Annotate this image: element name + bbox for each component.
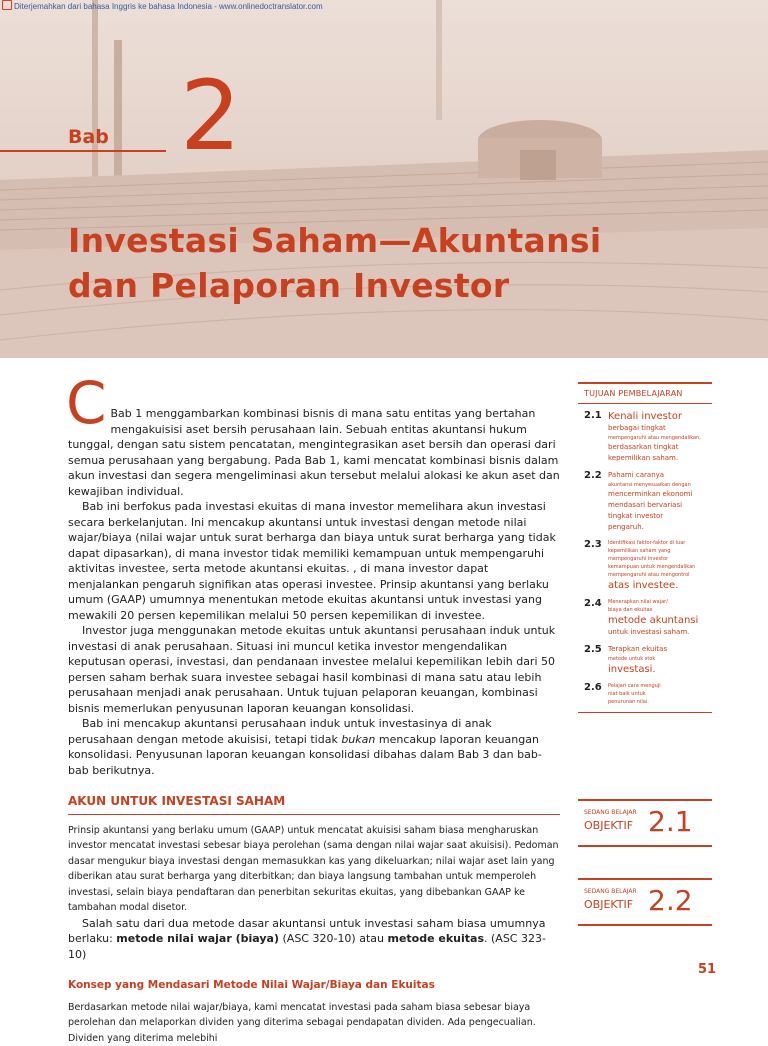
learning-objective-text (608, 682, 661, 706)
learning-objective-line: akuntansi menyesuaikan dengan (608, 481, 692, 489)
learning-objective-line: tingkat investor (608, 511, 692, 522)
learning-objective-item (578, 598, 712, 638)
translator-banner (0, 0, 768, 11)
chapter-hero (0, 0, 768, 358)
learning-objective-line: Identifikasi faktor-faktor di luar (608, 539, 695, 547)
learning-marker-number: 2.1 (648, 805, 693, 838)
learning-objectives-list (578, 410, 712, 713)
section-paragraph-2 (68, 916, 560, 963)
learning-objective-line: mempengaruhi atau mengendalikan, (608, 434, 701, 442)
subsection-paragraph: Berdasarkan metode nilai wajar/biaya, kami mencatat investasi pada saham biasa sebesar biaya perolehan dan melaporkan dividen yang diterima sebagai pendapatan dividen. Ada pengecualian. Dividen yang diterima melebihi (68, 1000, 560, 1046)
paragraph-4 (68, 716, 560, 778)
learning-objective-line: kepemilikan saham yang (608, 547, 695, 555)
learning-objective-number: 2.3 (578, 539, 608, 592)
learning-objective-number: 2.1 (578, 410, 608, 464)
learning-objective-line: kemampuan untuk mengendalikan (608, 563, 695, 571)
learning-objectives-header: TUJUAN PEMBELAJARAN (578, 382, 712, 404)
learning-objective-text (608, 410, 701, 464)
translator-logo-icon (2, 0, 12, 10)
learning-objectives-sidebar (578, 382, 712, 713)
learning-objective-line: Menerapkan nilai wajar/ (608, 598, 698, 606)
chapter-number: 2 (180, 66, 241, 166)
learning-objective-line: pengaruh. (608, 522, 692, 533)
learning-objective-number: 2.6 (578, 682, 608, 706)
learning-objective-line: penurunan nilai. (608, 698, 661, 706)
section-heading: AKUN UNTUK INVESTASI SAHAM (68, 794, 560, 815)
main-content (68, 378, 560, 1046)
learning-objective-line: mempengaruhi atau mengontrol (608, 571, 695, 579)
learning-objective-marker (578, 878, 712, 926)
paragraph-4-part-a: Bab ini mencakup akuntansi perusahaan induk untuk investasinya di anak perusahaan dengan metode akuisisi, tetapi tidak (68, 717, 492, 746)
learning-objective-number: 2.4 (578, 598, 608, 638)
learning-objective-text (608, 598, 698, 638)
paragraph-2: Bab ini berfokus pada investasi ekuitas di mana investor memelihara akun investasi secara berkelanjutan. Ini mencakup akuntansi untuk investasi dengan metode nilai wajar/biaya (nilai wajar untuk surat berharga dan biaya untuk surat berharga yang tidak dapat dipasarkan), di mana investor tidak memiliki kemampuan untuk mempengaruhi aktivitas investee, serta metode akuntansi ekuitas. , di mana investor dapat menjalankan pengaruh signifikan atas operasi investee. Prinsip akuntansi yang berlaku umum (GAAP) umumnya menentukan metode ekuitas akuntansi untuk investasi yang mewakili 20 persen kepemilikan melalui 50 persen kepemilikan di investee. (68, 499, 560, 623)
paragraph-4-part-b: mencakup laporan keuangan konsolidasi. Penyusunan laporan keuangan konsolidasi dibahas dalam Bab 3 dan bab-bab berikutnya. (68, 733, 542, 777)
learning-objective-line: atas investee. (608, 579, 695, 592)
term-fair-value-method: metode nilai wajar (biaya) (116, 932, 279, 945)
chapter-title (68, 218, 628, 308)
paragraph-3: Investor juga menggunakan metode ekuitas untuk akuntansi perusahaan induk untuk investasi di anak perusahaan. Situasi ini muncul ketika investor mengendalikan keputusan operasi, investasi, dan pendanaan investee melalui kepemilikan lebih dari 50 persen saham berhak suara investee sebagai hasil kombinasi di mana satu atau lebih perusahaan menjadi anak perusahaan. Untuk tujuan pelaporan keuangan, kombinasi bisnis memerlukan penyusunan laporan keuangan konsolidasi. (68, 623, 560, 716)
learning-objective-number: 2.2 (578, 470, 608, 533)
paragraph-1: Bab 1 menggambarkan kombinasi bisnis di mana satu entitas yang bertahan mengakuisisi aset bersih perusahaan lain. Sebuah entitas akuntansi hukum tunggal, dengan satu sistem pencatatan, mengintegrasikan aset bersih dan operasi dari semua perusahaan yang bergabung. Pada Bab 1, kami mencatat kombinasi bisnis dalam akun investasi dan segera mengeliminasi akun tersebut melalui alokasi ke akun aset dan kewajiban individual. (68, 378, 560, 499)
learning-marker-word: OBJEKTIF (584, 819, 633, 832)
learning-marker-caption: SEDANG BELAJAR (584, 888, 637, 895)
learning-objective-item (578, 410, 712, 464)
learning-objective-line: Kenali investor (608, 410, 701, 423)
learning-objective-text (608, 644, 667, 676)
chapter-title-line-2: dan Pelaporan Investor (68, 263, 628, 308)
learning-objective-number: 2.5 (578, 644, 608, 676)
learning-objective-item (578, 682, 712, 706)
learning-objective-line: Terapkan ekuitas (608, 644, 667, 655)
learning-objective-item (578, 470, 712, 533)
learning-objective-line: mendasari bervariasi (608, 500, 692, 511)
drop-cap: C (66, 378, 107, 434)
learning-objective-line: metode untuk stok (608, 655, 667, 663)
section-paragraph-2-part-c: (ASC 320-10) atau (279, 932, 388, 945)
learning-objective-line: Pahami caranya (608, 470, 692, 481)
section-paragraph-1: Prinsip akuntansi yang berlaku umum (GAAP) untuk mencatat akuisisi saham biasa mengharuskan investor mencatat investasi sebesar biaya perolehan (sama dengan nilai wajar saat akuisisi). Pedoman dasar mengukur biaya investasi dengan memasukkan kas yang dikeluarkan; nilai wajar aset lain yang diberikan atau surat berharga yang diterbitkan; dan biaya langsung tambahan untuk memperoleh investasi, selain biaya pendaftaran dan penerbitan sekuritas ekuitas, yang dibebankan GAAP ke tambahan modal disetor. (68, 823, 560, 916)
chapter-title-line-1: Investasi Saham—Akuntansi (68, 218, 628, 263)
chapter-label-rule (0, 150, 166, 152)
page-number: 51 (698, 962, 716, 977)
learning-objective-line: mencerminkan ekonomi (608, 489, 692, 500)
learning-objective-line: berbagai tingkat (608, 423, 701, 434)
learning-objective-line: niat baik untuk (608, 690, 661, 698)
learning-objective-line: investasi. (608, 663, 667, 676)
learning-objective-line: berdasarkan tingkat (608, 442, 701, 453)
learning-objective-line: metode akuntansi (608, 614, 698, 627)
learning-marker-caption: SEDANG BELAJAR (584, 809, 637, 816)
learning-objective-line: biaya dan ekuitas (608, 606, 698, 614)
subsection-heading: Konsep yang Mendasari Metode Nilai Wajar/Biaya dan Ekuitas (68, 978, 560, 994)
translator-banner-text: Diterjemahkan dari bahasa Inggris ke bahasa Indonesia - www.onlinedoctranslator.com (14, 2, 323, 11)
learning-objective-text (608, 470, 692, 533)
learning-objective-line: kepemilikan saham. (608, 453, 701, 464)
learning-objective-line: mempengaruhi investor (608, 555, 695, 563)
section-paragraph-2-part-d: . (ASC 323-10) (68, 932, 546, 961)
learning-objective-text (608, 539, 695, 592)
chapter-label: Bab (68, 126, 109, 148)
paragraph-4-emphasis: bukan (341, 733, 375, 746)
term-equity-method: metode ekuitas (388, 932, 485, 945)
learning-objective-line: untuk investasi saham. (608, 627, 698, 638)
learning-objective-item (578, 644, 712, 676)
learning-marker-number: 2.2 (648, 884, 693, 917)
section-paragraph-2-part-a: Salah satu dari dua metode dasar akuntansi untuk investasi saham biasa umumnya berlaku: (68, 917, 545, 946)
learning-objective-line: Pelajari cara menguji (608, 682, 661, 690)
learning-marker-word: OBJEKTIF (584, 898, 633, 911)
learning-objective-item (578, 539, 712, 592)
learning-objective-marker (578, 799, 712, 847)
